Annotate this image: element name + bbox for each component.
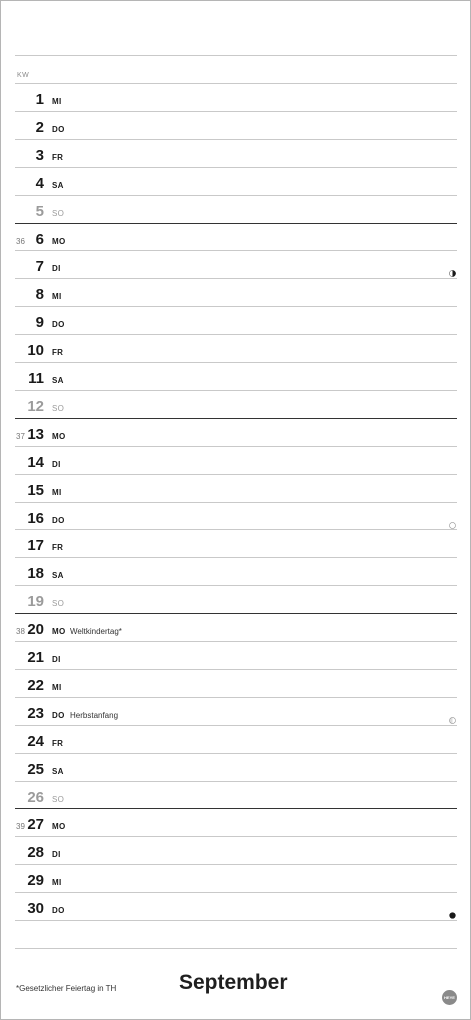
day-row bbox=[1, 250, 470, 278]
day-number: 8 bbox=[35, 286, 44, 304]
weekday-label: MO bbox=[52, 822, 66, 832]
moon-new-icon bbox=[449, 906, 456, 913]
weekday-label: FR bbox=[52, 738, 64, 748]
day-row bbox=[1, 390, 470, 418]
weekday-label: FR bbox=[52, 348, 64, 358]
day-number: 18 bbox=[27, 565, 44, 583]
weekday-label: MI bbox=[52, 487, 62, 497]
day-row bbox=[1, 362, 470, 390]
day-row bbox=[1, 502, 470, 530]
day-row bbox=[1, 418, 470, 446]
day-row bbox=[1, 864, 470, 892]
weekday-label: FR bbox=[52, 152, 64, 162]
day-row bbox=[1, 557, 470, 585]
day-number: 16 bbox=[27, 509, 44, 527]
day-row bbox=[1, 641, 470, 669]
day-separator bbox=[15, 920, 457, 921]
day-number: 22 bbox=[27, 676, 44, 694]
day-row bbox=[1, 585, 470, 613]
publisher-logo: HEYE bbox=[442, 990, 457, 1005]
day-number: 23 bbox=[27, 704, 44, 722]
day-row bbox=[1, 836, 470, 864]
weekday-label: SO bbox=[52, 403, 65, 413]
day-row bbox=[1, 223, 470, 251]
week-number: 38 bbox=[16, 627, 25, 637]
day-row bbox=[1, 725, 470, 753]
day-row bbox=[1, 529, 470, 557]
week-number: 36 bbox=[16, 236, 25, 246]
day-number: 13 bbox=[27, 425, 44, 443]
day-number: 25 bbox=[27, 760, 44, 778]
kw-column-label: KW bbox=[17, 72, 30, 79]
weekday-label: MI bbox=[52, 682, 62, 692]
day-row bbox=[1, 278, 470, 306]
day-row bbox=[1, 334, 470, 362]
weekday-label: SO bbox=[52, 794, 65, 804]
day-row bbox=[1, 781, 470, 809]
bottom-rule bbox=[15, 948, 457, 949]
day-row bbox=[1, 697, 470, 725]
day-row bbox=[1, 474, 470, 502]
weekday-label: DI bbox=[52, 264, 61, 274]
weekday-label: MO bbox=[52, 431, 66, 441]
day-row bbox=[1, 195, 470, 223]
moon-last-quarter-icon bbox=[449, 711, 456, 718]
day-number: 11 bbox=[28, 370, 44, 387]
day-number: 26 bbox=[27, 788, 44, 806]
day-number: 29 bbox=[27, 872, 44, 890]
day-number: 1 bbox=[35, 91, 44, 108]
day-number: 4 bbox=[35, 174, 44, 192]
day-row bbox=[1, 613, 470, 641]
day-row bbox=[1, 669, 470, 697]
day-row bbox=[1, 139, 470, 167]
holiday-footnote: *Gesetzlicher Feiertag in TH bbox=[16, 984, 117, 993]
day-number: 2 bbox=[35, 118, 44, 136]
day-number: 10 bbox=[27, 342, 44, 360]
weekday-label: SO bbox=[52, 208, 65, 218]
day-number: 12 bbox=[27, 397, 44, 415]
event-label: Weltkindertag* bbox=[70, 627, 122, 637]
weekday-label: MO bbox=[52, 627, 66, 637]
weekday-label: DO bbox=[52, 515, 65, 525]
day-row bbox=[1, 83, 470, 111]
day-number: 21 bbox=[27, 649, 44, 666]
day-number: 14 bbox=[27, 453, 44, 471]
day-row bbox=[1, 892, 470, 920]
week-number: 37 bbox=[16, 431, 25, 441]
day-number: 3 bbox=[35, 146, 44, 164]
weekday-label: MI bbox=[52, 878, 62, 888]
day-number: 30 bbox=[27, 900, 44, 918]
weekday-label: DI bbox=[52, 850, 61, 860]
weekday-label: DI bbox=[52, 655, 61, 664]
day-number: 6 bbox=[35, 230, 44, 248]
weekday-label: SA bbox=[52, 376, 64, 385]
weekday-label: DO bbox=[52, 124, 65, 134]
day-row bbox=[1, 111, 470, 139]
day-number: 5 bbox=[35, 202, 44, 220]
week-number: 39 bbox=[16, 822, 25, 832]
weekday-label: SO bbox=[52, 599, 65, 609]
top-rule bbox=[15, 55, 457, 56]
day-row bbox=[1, 808, 470, 836]
weekday-label: DO bbox=[52, 710, 65, 720]
day-number: 7 bbox=[35, 258, 44, 276]
weekday-label: SA bbox=[52, 180, 64, 190]
weekday-label: SA bbox=[52, 571, 64, 581]
day-number: 17 bbox=[27, 537, 44, 555]
event-label: Herbstanfang bbox=[70, 710, 119, 720]
day-number: 27 bbox=[27, 816, 44, 834]
weekday-label: MI bbox=[52, 97, 62, 106]
month-title: September bbox=[179, 971, 288, 994]
day-row bbox=[1, 306, 470, 334]
day-number: 20 bbox=[27, 621, 44, 639]
day-row bbox=[1, 753, 470, 781]
day-number: 9 bbox=[35, 314, 44, 332]
weekday-label: MO bbox=[52, 236, 66, 246]
weekday-label: DO bbox=[52, 320, 65, 330]
weekday-label: MI bbox=[52, 292, 62, 302]
day-row bbox=[1, 167, 470, 195]
weekday-label: DO bbox=[52, 906, 65, 916]
day-number: 28 bbox=[27, 844, 44, 862]
weekday-label: FR bbox=[52, 543, 64, 553]
moon-full-icon bbox=[449, 516, 456, 523]
day-number: 24 bbox=[27, 732, 44, 750]
weekday-label: DI bbox=[52, 459, 61, 469]
moon-first-quarter-icon bbox=[449, 264, 456, 271]
day-number: 19 bbox=[27, 593, 44, 611]
day-row bbox=[1, 446, 470, 474]
weekday-label: SA bbox=[52, 766, 64, 776]
day-number: 15 bbox=[27, 481, 44, 499]
